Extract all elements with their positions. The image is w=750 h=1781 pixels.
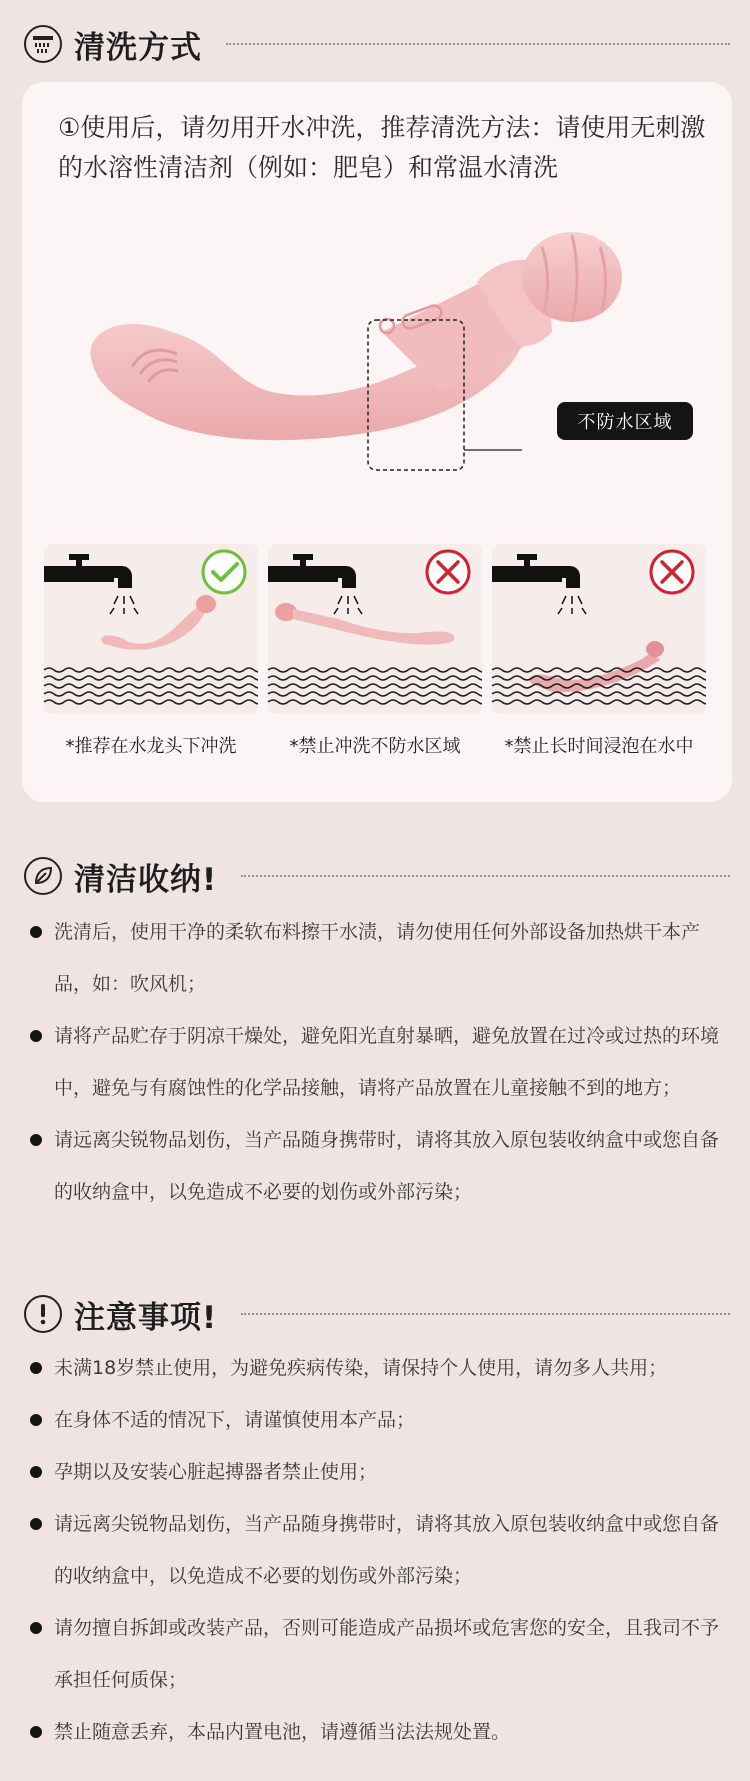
panel-rinse-under-tap — [44, 544, 258, 714]
panel-caption: *推荐在水龙头下冲洗 — [65, 736, 237, 757]
storage-section-header — [24, 854, 730, 898]
cross-icon — [651, 551, 693, 593]
dotted-divider — [241, 1313, 730, 1315]
leaf-icon — [24, 857, 62, 895]
panel-no-rinse-zone — [268, 544, 482, 714]
panel-caption: *禁止冲洗不防水区域 — [289, 736, 461, 757]
cleaning-card — [22, 82, 732, 802]
dotted-divider — [226, 43, 730, 45]
non-waterproof-label: 不防水区域 — [557, 402, 693, 440]
list-item: 禁止随意丢弃，本品内置电池，请遵循当法法规处置。 — [30, 1706, 730, 1758]
cross-icon — [427, 551, 469, 593]
list-item: 未满18岁禁止使用，为避免疾病传染，请保持个人使用，请勿多人共用； — [30, 1342, 730, 1394]
list-item: 洗清后，使用干净的柔软布料擦干水渍，请勿使用任何外部设备加热烘干本产品，如：吹风机； — [30, 906, 730, 1010]
notice-section-header — [24, 1292, 730, 1336]
notice-list — [30, 1342, 730, 1758]
check-icon — [203, 551, 245, 593]
storage-list — [30, 906, 730, 1218]
cleaning-intro: ①使用后，请勿用开水冲洗，推荐清洗方法：请使用无刺激的水溶性清洁剂（例如：肥皂）和常温水清洗 — [58, 113, 706, 182]
cleaning-section-header — [24, 22, 730, 66]
list-item: 请远离尖锐物品划伤，当产品随身携带时，请将其放入原包装收纳盒中或您自备的收纳盒中，以免造成不必要的划伤或外部污染； — [30, 1498, 730, 1602]
faucet-icon — [44, 554, 138, 614]
panel-caption: *禁止长时间浸泡在水中 — [504, 736, 694, 757]
dotted-divider — [241, 875, 730, 877]
list-item: 在身体不适的情况下，请谨慎使用本产品； — [30, 1394, 730, 1446]
list-item: 孕期以及安装心脏起搏器者禁止使用； — [30, 1446, 730, 1498]
list-item: 请远离尖锐物品划伤，当产品随身携带时，请将其放入原包装收纳盒中或您自备的收纳盒中，以免造成不必要的划伤或外部污染； — [30, 1114, 730, 1218]
panel-no-soaking — [492, 544, 706, 714]
exclamation-icon — [24, 1295, 62, 1333]
section-title: 清洁收纳! — [74, 861, 218, 898]
list-item: 请将产品贮存于阴凉干燥处，避免阳光直射暴晒，避免放置在过冷或过热的环境中，避免与有腐蚀性的化学品接触，请将产品放置在儿童接触不到的地方； — [30, 1010, 730, 1114]
section-title: 注意事项! — [74, 1299, 218, 1336]
section-title: 清洗方式 — [74, 29, 202, 66]
list-item: 请勿擅自拆卸或改装产品，否则可能造成产品损坏或危害您的安全，且我司不予承担任何质保； — [30, 1602, 730, 1706]
shower-icon — [24, 25, 62, 63]
